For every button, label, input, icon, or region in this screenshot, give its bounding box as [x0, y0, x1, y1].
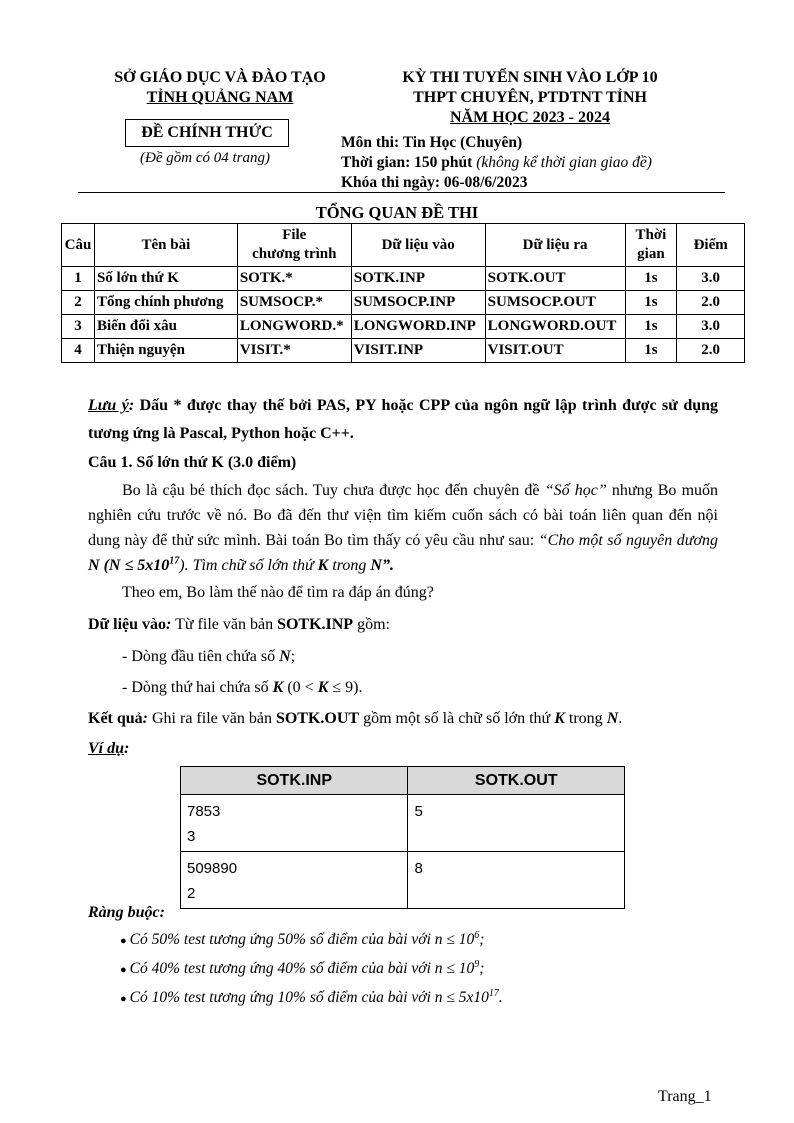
issuer-line-2 [80, 88, 360, 108]
table-row [62, 315, 745, 339]
school-year: NĂM HỌC 2023 - 2024 [450, 109, 610, 126]
cell-name: Tổng chính phương [94, 291, 237, 315]
cell-score: 3.0 [677, 315, 745, 339]
cell-file: VISIT.* [237, 339, 351, 363]
input-line-1: - Dòng đầu tiên chứa số N; [122, 648, 296, 665]
exam-title-block [340, 68, 720, 128]
exam-title-line-2: THPT CHUYÊN, PTDTNT TỈNH [413, 89, 647, 106]
example-output-cell: 8 [408, 852, 625, 909]
col-header-input: Dữ liệu vào [351, 224, 485, 267]
cell-time: 1s [625, 291, 677, 315]
question-1-title: Câu 1. Số lớn thứ K (3.0 điểm) [88, 454, 297, 471]
example-input-cell: 7853 3 [181, 795, 408, 852]
cell-time: 1s [625, 267, 677, 291]
cell-time: 1s [625, 339, 677, 363]
list-item: ● Có 40% test tương ứng 40% số điểm của bài với $n \le 10^9$; [120, 958, 485, 977]
cell-question: 1 [62, 267, 95, 291]
issuer-block [80, 68, 360, 108]
col-header-score: Điểm [677, 224, 745, 267]
cell-score: 2.0 [677, 291, 745, 315]
cell-output: SUMSOCP.OUT [485, 291, 625, 315]
constraints-label: Ràng buộc: [88, 904, 165, 921]
cell-input: SUMSOCP.INP [351, 291, 485, 315]
cell-name: Số lớn thứ K [94, 267, 237, 291]
exam-date: Khóa thi ngày: 06-08/6/2023 [341, 174, 528, 191]
output-spec: Kết quả: Ghi ra file văn bản SOTK.OUT gồm một số là chữ số lớn thứ K trong N. [88, 710, 623, 727]
exam-subject: Môn thi: Tin Học (Chuyên) [341, 134, 523, 151]
example-output-cell: 5 [408, 795, 625, 852]
example-table [180, 766, 625, 909]
exam-duration: Thời gian: 150 phút (không kể thời gian giao đề) [341, 154, 652, 171]
table-row [62, 291, 745, 315]
list-item: ● Có 50% test tương ứng 50% số điểm của bài với $n \le 10^6$; [120, 929, 485, 948]
col-header-file: File chương trình [237, 224, 351, 267]
issuer-province: TỈNH QUẢNG NAM [146, 89, 294, 106]
note-label: Lưu ý [88, 397, 129, 414]
cell-score: 2.0 [677, 339, 745, 363]
question-1-prompt: Theo em, Bo làm thế nào để tìm ra đáp án đúng? [122, 584, 434, 601]
page-number: Trang_1 [658, 1088, 712, 1105]
cell-output: SOTK.OUT [485, 267, 625, 291]
exam-title-line-3 [340, 108, 720, 128]
cell-input: SOTK.INP [351, 267, 485, 291]
table-row [62, 267, 745, 291]
example-header-row [181, 767, 625, 795]
col-header-output: Dữ liệu ra [485, 224, 625, 267]
table-row [62, 339, 745, 363]
header-divider [78, 192, 725, 193]
list-item: ● Có 10% test tương ứng 10% số điểm của bài với $n \le 5x10^{17}$. [120, 987, 503, 1006]
note-text: Dấu * được thay thế bởi PAS, PY hoặc CPP của ngôn ngữ lập trình được sử dụng tương ứng là Pascal, Python hoặc C++. [88, 397, 719, 442]
example-header-input: SOTK.INP [181, 767, 408, 795]
bullet-icon: ● [120, 993, 127, 1005]
cell-input: LONGWORD.INP [351, 315, 485, 339]
exam-info [341, 133, 652, 193]
cell-time: 1s [625, 315, 677, 339]
bullet-icon: ● [120, 964, 127, 976]
cell-score: 3.0 [677, 267, 745, 291]
cell-question: 3 [62, 315, 95, 339]
exam-duration-note: (không kể thời gian giao đề) [476, 154, 652, 171]
cell-output: LONGWORD.OUT [485, 315, 625, 339]
col-header-time: Thời gian [625, 224, 677, 267]
col-header-question: Câu [62, 224, 95, 267]
cell-question: 4 [62, 339, 95, 363]
cell-question: 2 [62, 291, 95, 315]
example-label: Ví dụ: [88, 740, 130, 757]
overview-title: TỔNG QUAN ĐỀ THI [315, 203, 479, 222]
input-spec: Dữ liệu vào: Từ file văn bản SOTK.INP gồm: [88, 616, 390, 633]
table-row [181, 795, 625, 852]
official-label-box: ĐỀ CHÍNH THỨC [125, 119, 289, 147]
input-line-2: - Dòng thứ hai chứa số K (0 < K ≤ 9). [122, 679, 363, 696]
example-header-output: SOTK.OUT [408, 767, 625, 795]
cell-file: SOTK.* [237, 267, 351, 291]
col-header-name: Tên bài [94, 224, 237, 267]
constraints-list [120, 926, 503, 1013]
cell-name: Thiện nguyện [94, 339, 237, 363]
overview-table [61, 223, 745, 363]
task-statement: “Cho một số nguyên dương N $(N \le 5x10^{17})$. Tìm chữ số lớn thứ K trong N”. [88, 532, 719, 574]
cell-name: Biến đổi xâu [94, 315, 237, 339]
question-1-story: Bo là cậu bé thích đọc sách. Tuy chưa được học đến chuyên đề “Số học” nhưng Bo muốn nghiên cứu trước về nó. Bo đã đến thư viện tìm kiếm cuốn sách có bài toán liên quan đến nội dung này để thử sức mình. Bài toán Bo tìm thấy có yêu cầu như sau: “Cho một số nguyên dương N $(N \le 5x10^{17})$. Tìm chữ số lớn thứ K trong N”. [88, 482, 719, 574]
pages-note: (Đề gồm có 04 trang) [140, 150, 270, 166]
overview-header-row [62, 224, 745, 267]
issuer-line-1: SỞ GIÁO DỤC VÀ ĐÀO TẠO [114, 69, 326, 86]
exam-title-line-1: KỲ THI TUYỂN SINH VÀO LỚP 10 [402, 69, 658, 86]
bullet-icon: ● [120, 935, 127, 947]
example-input-cell: 509890 2 [181, 852, 408, 909]
cell-file: LONGWORD.* [237, 315, 351, 339]
cell-file: SUMSOCP.* [237, 291, 351, 315]
note-paragraph: Lưu ý: Dấu * được thay thế bởi PAS, PY hoặc CPP của ngôn ngữ lập trình được sử dụng tương ứng là Pascal, Python hoặc C++. [88, 397, 719, 442]
cell-input: VISIT.INP [351, 339, 485, 363]
cell-output: VISIT.OUT [485, 339, 625, 363]
